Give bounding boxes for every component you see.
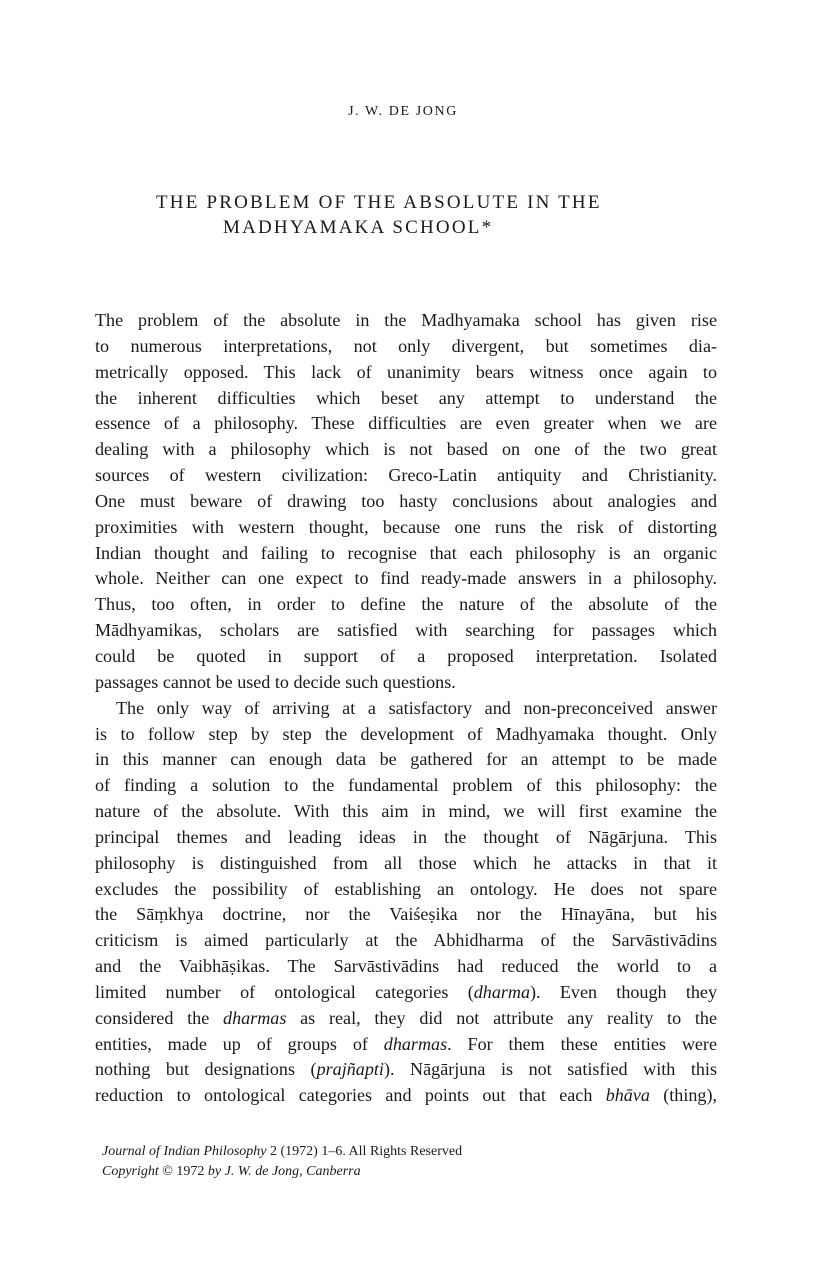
body-line: essence of a philosophy. These difficulties are even greater when we are	[95, 413, 717, 434]
body-line: principal themes and leading ideas in the thought of Nāgārjuna. This	[95, 826, 717, 847]
body-line: Thus, too often, in order to define the nature of the absolute of the	[95, 594, 717, 615]
body-line: the inherent difficulties which beset any attempt to understand the	[95, 387, 717, 408]
body-line: The problem of the absolute in the Madhyamaka school has given rise	[95, 310, 717, 330]
body-line: the Sāṃkhya doctrine, nor the Vaiśeṣika nor the Hīnayāna, but his	[95, 904, 717, 925]
body-text-run: . For them these entities were	[447, 1033, 717, 1054]
body-line: sources of western civilization: Greco-Latin antiquity and Christianity.	[95, 465, 717, 486]
copyright-year: 1972	[172, 1164, 205, 1179]
body-line: One must beware of drawing too hasty conclusions about analogies and	[95, 490, 717, 511]
body-text-run: ). Even though they	[530, 981, 717, 1002]
body-text-run: reduction to ontological categories and points out that each	[95, 1085, 606, 1106]
article-body	[95, 308, 717, 1109]
body-line: nature of the absolute. With this aim in mind, we will first examine the	[95, 801, 717, 822]
body-line: whole. Neither can one expect to find ready-made answers in a philosophy.	[95, 568, 717, 589]
title-line-2: MADHYAMAKA SCHOOL*	[223, 217, 494, 238]
page-footer	[102, 1142, 462, 1182]
copyright-icon: ©	[162, 1164, 173, 1179]
term-bhava: bhāva	[605, 1085, 650, 1106]
body-line: and the Vaibhāṣikas. The Sarvāstivādins had reduced the world to a	[95, 956, 717, 977]
body-line	[95, 1006, 717, 1032]
body-line: proximities with western thought, because one runs the risk of distorting	[95, 516, 717, 537]
body-line: in this manner can enough data be gathered for an attempt to be made	[95, 749, 717, 770]
body-line: Indian thought and failing to recognise that each philosophy is an organic	[95, 542, 717, 563]
body-text-run: (thing),	[649, 1085, 718, 1106]
author-name: J. W. DE JONG	[348, 104, 458, 119]
body-line: criticism is aimed particularly at the Abhidharma of the Sarvāstivādins	[95, 930, 717, 951]
journal-citation	[102, 1142, 462, 1162]
body-line: is to follow step by step the development of Madhyamaka thought. Only	[95, 723, 717, 744]
term-dharmas: dharmas	[383, 1033, 448, 1054]
journal-name: Journal of Indian Philosophy	[102, 1144, 270, 1159]
body-text-run: nothing but designations (	[95, 1059, 317, 1080]
journal-year-pages: (1972) 1–6. All Rights Reserved	[277, 1144, 463, 1159]
copyright-notice	[102, 1162, 462, 1182]
term-dharma: dharma	[473, 981, 531, 1002]
body-text-run: limited number of ontological categories (	[95, 981, 474, 1002]
body-text-run: considered the	[95, 1007, 224, 1028]
copyright-word: Copyright	[102, 1164, 163, 1179]
body-line: dealing with a philosophy which is not based on one of the two great	[95, 439, 717, 460]
title-line-1: THE PROBLEM OF THE ABSOLUTE IN THE	[156, 192, 602, 213]
body-line: of finding a solution to the fundamental problem of this philosophy: the	[95, 775, 717, 796]
term-dharmas: dharmas	[223, 1007, 287, 1028]
body-line	[95, 1083, 717, 1109]
body-line	[95, 980, 717, 1006]
article-title	[156, 190, 602, 240]
term-prajnapti: prajñapti	[316, 1059, 384, 1080]
body-line: metrically opposed. This lack of unanimity bears witness once again to	[95, 361, 717, 382]
body-line	[95, 1032, 717, 1058]
body-line	[95, 1057, 717, 1083]
body-text-run: as real, they did not attribute any reality to the	[286, 1007, 717, 1028]
body-line: excludes the possibility of establishing an ontology. He does not spare	[95, 878, 717, 899]
body-line: passages cannot be used to decide such questions.	[95, 671, 456, 692]
body-line: Mādhyamikas, scholars are satisfied with searching for passages which	[95, 620, 717, 641]
body-line: could be quoted in support of a proposed interpretation. Isolated	[95, 645, 717, 666]
body-line: The only way of arriving at a satisfactory and non-preconceived answer	[116, 697, 717, 718]
body-line: philosophy is distinguished from all those which he attacks in that it	[95, 852, 717, 873]
copyright-holder: by J. W. de Jong, Canberra	[204, 1164, 361, 1179]
body-line: to numerous interpretations, not only divergent, but sometimes dia-	[95, 335, 717, 356]
body-text-run: ). Nāgārjuna is not satisfied with this	[383, 1059, 717, 1080]
body-text-run: entities, made up of groups of	[95, 1033, 384, 1054]
journal-volume: 2	[270, 1144, 277, 1159]
